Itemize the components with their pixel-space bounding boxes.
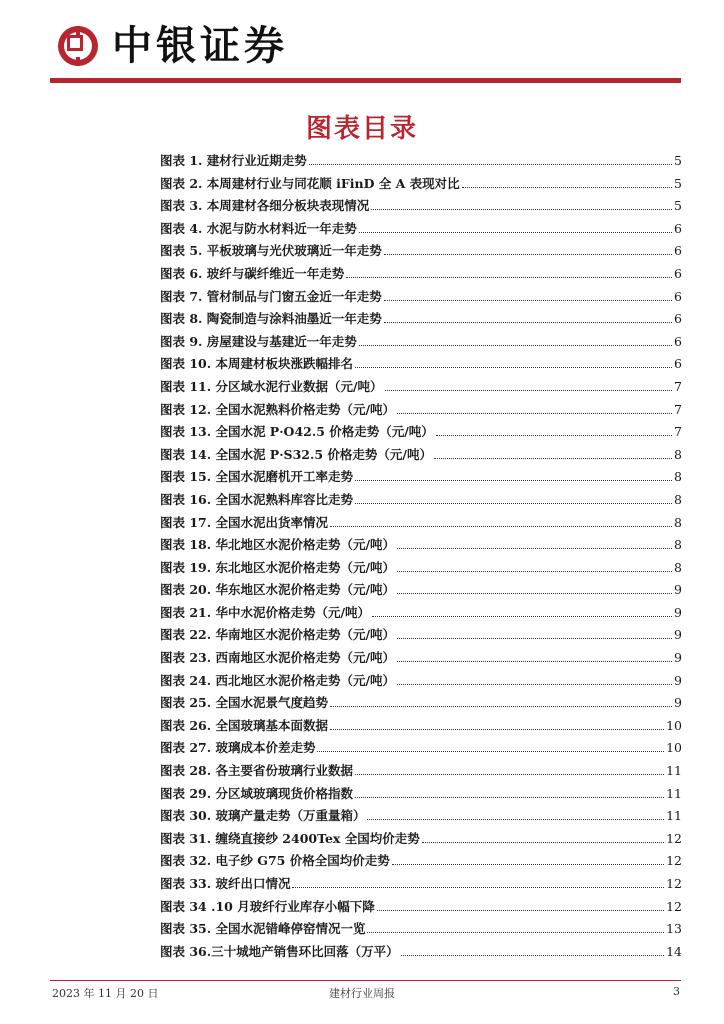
- toc-entry-page: 8: [674, 446, 682, 462]
- toc-entry[interactable]: [160, 174, 682, 197]
- toc-entry-label: 图表 10. 本周建材板块涨跌幅排名: [160, 356, 353, 372]
- toc-entry-label: 图表 21. 华中水泥价格走势（元/吨）: [160, 604, 371, 620]
- toc-entry-label: 图表 17. 全国水泥出货率情况: [160, 514, 328, 530]
- toc-entry-label: 图表 31. 缠绕直接纱 2400Tex 全国均价走势: [160, 830, 420, 846]
- toc-dot-leader: [330, 697, 672, 707]
- toc-entry-label: 图表 28. 各主要省份玻璃行业数据: [160, 763, 353, 779]
- toc-entry-label: 图表 34 .10 月玻纤行业库存小幅下降: [160, 898, 375, 914]
- toc-entry[interactable]: [160, 467, 682, 490]
- toc-entry[interactable]: [160, 716, 682, 739]
- toc-entry-label: 图表 19. 东北地区水泥价格走势（元/吨）: [160, 559, 396, 575]
- toc-dot-leader: [355, 788, 664, 798]
- toc-entry-page: 9: [674, 627, 682, 643]
- toc-dot-leader: [397, 562, 672, 572]
- toc-entry-label: 图表 12. 全国水泥熟料价格走势（元/吨）: [160, 401, 396, 417]
- brand-name: 中银证券: [112, 22, 288, 69]
- toc-entry-page: 8: [674, 537, 682, 553]
- toc-entry-label: 图表 13. 全国水泥 P·O42.5 价格走势（元/吨）: [160, 424, 434, 440]
- toc-entry-label: 图表 3. 本周建材各细分板块表现情况: [160, 198, 370, 214]
- toc-dot-leader: [367, 810, 664, 820]
- toc-entry-page: 6: [674, 243, 682, 259]
- toc-entry[interactable]: [160, 851, 682, 874]
- toc-entry[interactable]: [160, 829, 682, 852]
- toc-entry[interactable]: [160, 354, 682, 377]
- toc-entry-page: 6: [674, 265, 682, 281]
- toc-dot-leader: [355, 494, 672, 504]
- toc-entry-label: 图表 4. 水泥与防水材料近一年走势: [160, 220, 357, 236]
- toc-entry-page: 14: [666, 943, 682, 959]
- toc-entry-label: 图表 33. 玻纤出口情况: [160, 876, 291, 891]
- toc-entry[interactable]: [160, 445, 682, 468]
- toc-entry-page: 7: [674, 378, 682, 394]
- toc-entry[interactable]: [160, 693, 682, 716]
- toc-entry[interactable]: [160, 942, 682, 965]
- toc-dot-leader: [377, 901, 664, 911]
- toc-entry-page: 11: [666, 785, 682, 801]
- toc-entry-page: 6: [674, 220, 682, 236]
- toc-entry[interactable]: [160, 309, 682, 332]
- toc-entry-page: 12: [666, 853, 682, 869]
- toc-dot-leader: [397, 675, 672, 685]
- toc-entry[interactable]: [160, 603, 682, 626]
- toc-entry-label: 图表 30. 玻璃产量走势（万重量箱）: [160, 808, 366, 824]
- toc-entry-page: 5: [674, 198, 682, 214]
- footer-report-type: 建材行业周报: [329, 987, 395, 1000]
- toc-entry[interactable]: [160, 784, 682, 807]
- toc-entry[interactable]: [160, 287, 682, 310]
- toc-entry[interactable]: [160, 151, 682, 174]
- toc-entry[interactable]: [160, 806, 682, 829]
- toc-dot-leader: [309, 155, 672, 165]
- toc-entry-label: 图表 20. 华东地区水泥价格走势（元/吨）: [160, 582, 396, 598]
- footer-page-number: 3: [673, 985, 680, 998]
- toc-entry-page: 8: [674, 559, 682, 575]
- toc-entry-page: 5: [674, 175, 682, 191]
- toc-entry[interactable]: [160, 513, 682, 536]
- toc-dot-leader: [355, 358, 672, 368]
- toc-entry[interactable]: [160, 400, 682, 423]
- toc-dot-leader: [397, 584, 672, 594]
- toc-entry[interactable]: [160, 241, 682, 264]
- toc-entry-label: 图表 9. 房屋建设与基建近一年走势: [160, 333, 357, 349]
- toc-entry-page: 12: [666, 876, 682, 891]
- toc-dot-leader: [434, 449, 672, 459]
- toc-entry[interactable]: [160, 264, 682, 287]
- toc-entry-page: 8: [674, 491, 682, 507]
- toc-entry-page: 9: [674, 695, 682, 711]
- toc-dot-leader: [372, 607, 672, 617]
- toc-entry-page: 6: [674, 288, 682, 304]
- toc-dot-leader: [397, 404, 672, 414]
- toc-entry-page: 9: [674, 604, 682, 620]
- toc-entry-page: 7: [674, 401, 682, 417]
- toc-entry-label: 图表 6. 玻纤与碳纤维近一年走势: [160, 265, 345, 281]
- toc-entry-page: 8: [674, 469, 682, 485]
- toc-entry-page: 6: [674, 311, 682, 327]
- toc-dot-leader: [384, 291, 672, 301]
- toc-entry-page: 11: [666, 808, 682, 824]
- toc-entry-label: 图表 18. 华北地区水泥价格走势（元/吨）: [160, 537, 396, 553]
- toc-entry-label: 图表 22. 华南地区水泥价格走势（元/吨）: [160, 627, 396, 643]
- toc-dot-leader: [384, 313, 672, 323]
- toc-dot-leader: [385, 381, 673, 391]
- toc-dot-leader: [401, 946, 664, 956]
- toc-dot-leader: [317, 742, 664, 752]
- toc-entry-label: 图表 16. 全国水泥熟料库容比走势: [160, 491, 353, 507]
- table-of-figures: [160, 151, 682, 964]
- toc-dot-leader: [359, 223, 672, 233]
- toc-dot-leader: [367, 923, 664, 933]
- toc-entry[interactable]: [160, 580, 682, 603]
- toc-dot-leader: [422, 833, 664, 843]
- toc-entry-page: 8: [674, 514, 682, 530]
- toc-dot-leader: [397, 652, 672, 662]
- toc-entry[interactable]: [160, 648, 682, 671]
- toc-dot-leader: [384, 245, 672, 255]
- toc-entry-label: 图表 32. 电子纱 G75 价格全国均价走势: [160, 853, 390, 869]
- toc-dot-leader: [292, 878, 664, 888]
- toc-dot-leader: [371, 200, 672, 210]
- toc-entry-label: 图表 2. 本周建材行业与同花顺 iFinD 全 A 表现对比: [160, 175, 460, 191]
- toc-dot-leader: [355, 765, 664, 775]
- toc-entry[interactable]: [160, 919, 682, 942]
- toc-entry-label: 图表 14. 全国水泥 P·S32.5 价格走势（元/吨）: [160, 446, 432, 462]
- toc-entry-page: 6: [674, 333, 682, 349]
- toc-dot-leader: [462, 178, 672, 188]
- toc-entry-label: 图表 29. 分区域玻璃现货价格指数: [160, 785, 353, 801]
- toc-entry[interactable]: [160, 874, 682, 897]
- toc-entry-page: 13: [666, 921, 682, 937]
- toc-entry[interactable]: [160, 625, 682, 648]
- toc-dot-leader: [330, 517, 672, 527]
- toc-entry[interactable]: [160, 219, 682, 242]
- toc-entry[interactable]: [160, 332, 682, 355]
- toc-entry[interactable]: [160, 422, 682, 445]
- toc-entry[interactable]: [160, 196, 682, 219]
- toc-entry-label: 图表 23. 西南地区水泥价格走势（元/吨）: [160, 650, 396, 666]
- toc-dot-leader: [355, 471, 672, 481]
- toc-entry[interactable]: [160, 671, 682, 694]
- footer-date: 2023 年 11 月 20 日: [52, 987, 159, 1000]
- toc-entry-label: 图表 8. 陶瓷制造与涂料油墨近一年走势: [160, 311, 382, 327]
- footer-divider: [50, 980, 681, 981]
- toc-entry-label: 图表 26. 全国玻璃基本面数据: [160, 717, 328, 733]
- toc-entry[interactable]: [160, 377, 682, 400]
- toc-dot-leader: [346, 268, 672, 278]
- toc-entry-page: 5: [674, 153, 682, 168]
- toc-entry-page: 9: [674, 582, 682, 598]
- toc-entry[interactable]: [160, 738, 682, 761]
- toc-entry-label: 图表 25. 全国水泥景气度趋势: [160, 695, 328, 711]
- toc-entry-page: 9: [674, 650, 682, 666]
- toc-dot-leader: [330, 720, 664, 730]
- toc-entry[interactable]: [160, 490, 682, 513]
- toc-entry-label: 图表 15. 全国水泥磨机开工率走势: [160, 469, 353, 485]
- toc-dot-leader: [392, 855, 664, 865]
- toc-dot-leader: [359, 336, 672, 346]
- toc-entry-page: 11: [666, 763, 682, 779]
- toc-entry-page: 10: [666, 717, 682, 733]
- bank-of-china-logo-icon: [58, 26, 98, 66]
- page-header: [50, 22, 680, 82]
- header-divider: [50, 78, 681, 83]
- toc-entry-page: 12: [666, 898, 682, 914]
- toc-entry-page: 7: [674, 424, 682, 440]
- toc-entry-label: 图表 35. 全国水泥错峰停窑情况一览: [160, 921, 366, 937]
- toc-entry-label: 图表 24. 西北地区水泥价格走势（元/吨）: [160, 672, 396, 688]
- toc-entry-page: 6: [674, 356, 682, 372]
- page-title: 图表目录: [305, 114, 418, 144]
- toc-entry-label: 图表 5. 平板玻璃与光伏玻璃近一年走势: [160, 243, 382, 259]
- toc-entry-page: 12: [666, 830, 682, 846]
- toc-entry-label: 图表 11. 分区域水泥行业数据（元/吨）: [160, 378, 383, 394]
- toc-dot-leader: [397, 539, 672, 549]
- toc-entry-label: 图表 1. 建材行业近期走势: [160, 153, 307, 168]
- toc-entry-label: 图表 7. 管材制品与门窗五金近一年走势: [160, 288, 382, 304]
- toc-entry[interactable]: [160, 558, 682, 581]
- toc-dot-leader: [436, 426, 672, 436]
- toc-entry[interactable]: [160, 897, 682, 920]
- toc-entry-page: 10: [666, 740, 682, 756]
- toc-dot-leader: [397, 629, 672, 639]
- toc-entry-label: 图表 36.三十城地产销售环比回落（万平）: [160, 943, 399, 959]
- toc-entry[interactable]: [160, 535, 682, 558]
- toc-entry[interactable]: [160, 761, 682, 784]
- toc-entry-page: 9: [674, 672, 682, 688]
- toc-entry-label: 图表 27. 玻璃成本价差走势: [160, 740, 316, 756]
